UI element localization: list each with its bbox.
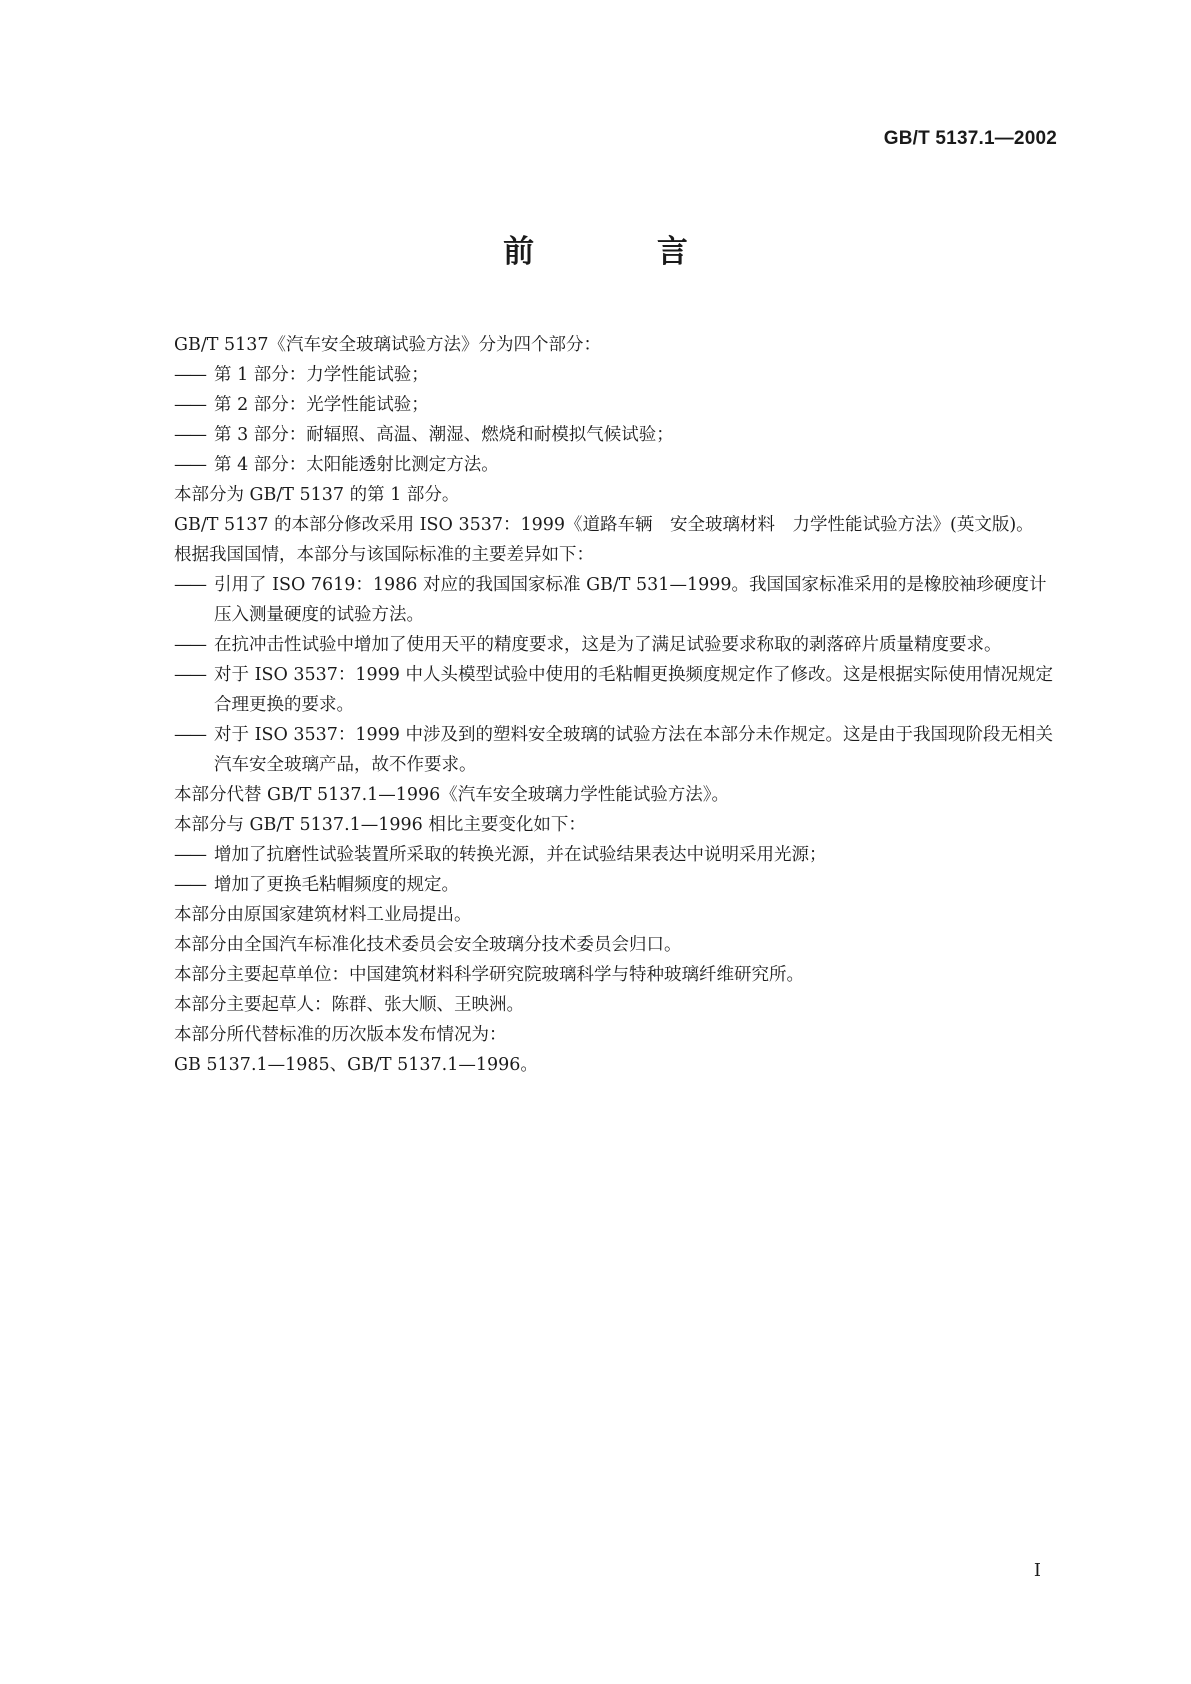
list-item	[122, 420, 1060, 450]
body-paragraph: 本部分由全国汽车标准化技术委员会安全玻璃分技术委员会归口。	[174, 935, 682, 955]
dash-marker: ——	[174, 425, 205, 445]
body-paragraph: 本部分主要起草单位：中国建筑材料科学研究院玻璃科学与特种玻璃纤维研究所。	[174, 965, 804, 985]
list-item	[122, 360, 1060, 390]
list-item-text: 第 4 部分：太阳能透射比测定方法。	[214, 455, 499, 475]
body-paragraph: 本部分与 GB/T 5137.1—1996 相比主要变化如下：	[174, 815, 586, 835]
page-title: 前 言	[503, 234, 744, 270]
body-paragraph: 本部分主要起草人：陈群、张大顺、王映洲。	[174, 995, 524, 1015]
list-item-text: 在抗冲击性试验中增加了使用天平的精度要求，这是为了满足试验要求称取的剥落碎片质量精度要求。	[214, 635, 1002, 655]
body-paragraph: GB 5137.1—1985、GB/T 5137.1—1996。	[174, 1055, 538, 1075]
list-item-text: 第 2 部分：光学性能试验；	[214, 395, 429, 415]
intro-paragraph: GB/T 5137《汽车安全玻璃试验方法》分为四个部分：	[174, 335, 602, 355]
list-item-text: 增加了更换毛粘帽频度的规定。	[214, 875, 459, 895]
document-body	[122, 330, 1060, 1080]
dash-marker: ——	[174, 665, 205, 685]
body-paragraph: 本部分所代替标准的历次版本发布情况为：	[174, 1025, 507, 1045]
list-item	[122, 840, 1060, 870]
body-paragraph: GB/T 5137 的本部分修改采用 ISO 3537：1999《道路车辆 安全玻璃材料 力学性能试验方法》(英文版)。	[174, 515, 1034, 535]
dash-marker: ——	[174, 875, 205, 895]
body-paragraph: 本部分由原国家建筑材料工业局提出。	[174, 905, 472, 925]
dash-marker: ——	[174, 845, 205, 865]
page-number: I	[1033, 1560, 1041, 1581]
body-paragraph: 根据我国国情，本部分与该国际标准的主要差异如下：	[174, 545, 594, 565]
list-item	[122, 570, 1060, 630]
body-paragraph: 本部分代替 GB/T 5137.1—1996《汽车安全玻璃力学性能试验方法》。	[174, 785, 730, 805]
standard-code: GB/T 5137.1—2002	[883, 128, 1057, 149]
list-item-text: 第 1 部分：力学性能试验；	[214, 365, 429, 385]
list-item	[122, 450, 1060, 480]
list-item-text: 增加了抗磨性试验装置所采取的转换光源，并在试验结果表达中说明采用光源；	[214, 845, 827, 865]
dash-marker: ——	[174, 395, 205, 415]
list-item	[122, 720, 1060, 780]
list-item-text: 第 3 部分：耐辐照、高温、潮湿、燃烧和耐模拟气候试验；	[214, 425, 674, 445]
list-item-text: 引用了 ISO 7619：1986 对应的我国国家标准 GB/T 531—1999。我国国家标准采用的是橡胶袖珍硬度计压入测量硬度的试验方法。	[214, 575, 1047, 625]
dash-marker: ——	[174, 635, 205, 655]
list-item	[122, 660, 1060, 720]
list-item-text: 对于 ISO 3537：1999 中涉及到的塑料安全玻璃的试验方法在本部分未作规定。这是由于我国现阶段无相关汽车安全玻璃产品，故不作要求。	[214, 725, 1054, 775]
list-item-text: 对于 ISO 3537：1999 中人头模型试验中使用的毛粘帽更换频度规定作了修改。这是根据实际使用情况规定合理更换的要求。	[214, 665, 1054, 715]
list-item	[122, 630, 1060, 660]
list-item	[122, 390, 1060, 420]
dash-marker: ——	[174, 575, 205, 595]
dash-marker: ——	[174, 365, 205, 385]
dash-marker: ——	[174, 725, 205, 745]
list-item	[122, 870, 1060, 900]
body-paragraph: 本部分为 GB/T 5137 的第 1 部分。	[174, 485, 460, 505]
dash-marker: ——	[174, 455, 205, 475]
